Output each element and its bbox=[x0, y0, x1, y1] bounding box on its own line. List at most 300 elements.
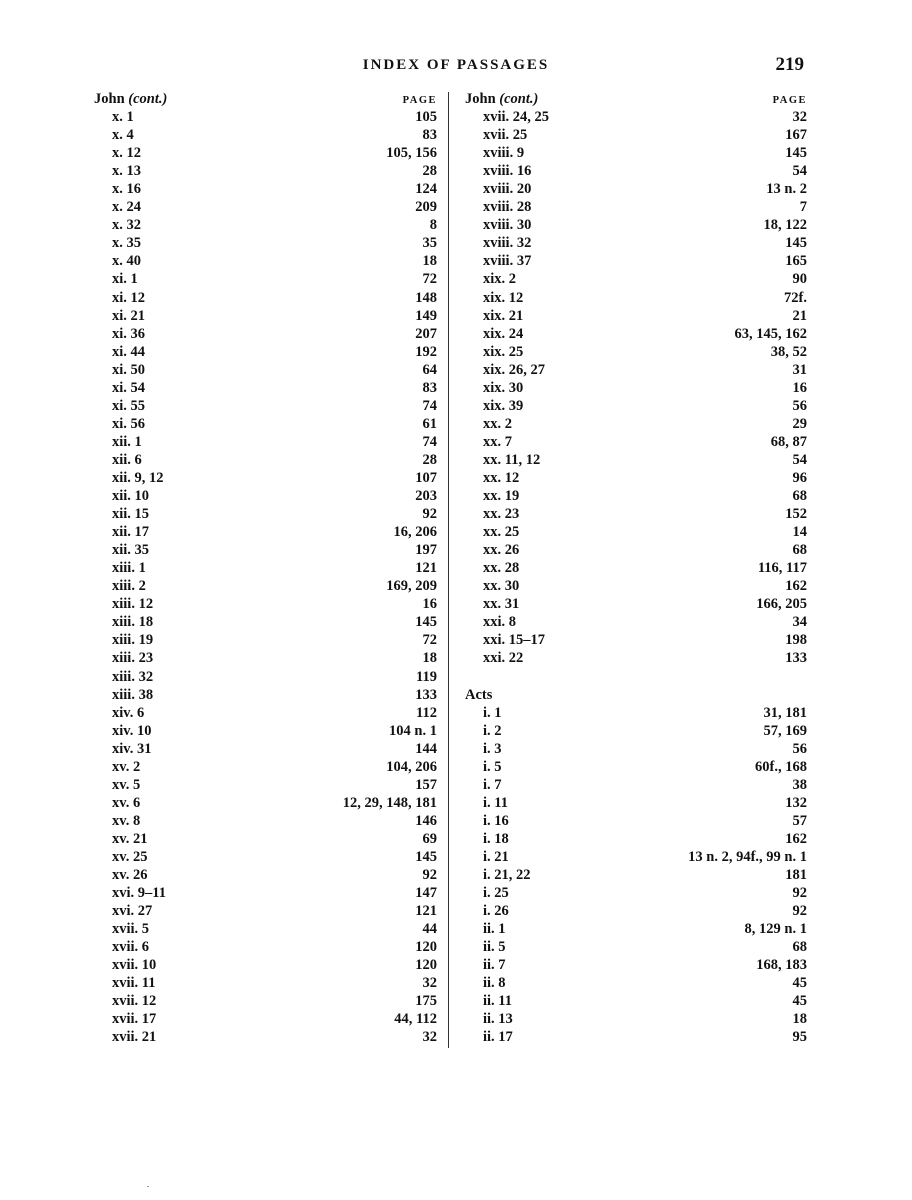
page-refs: 83 bbox=[422, 127, 437, 144]
page-refs: 92 bbox=[792, 903, 807, 920]
passage-ref: ii. 11 bbox=[483, 993, 513, 1010]
page-refs: 68 bbox=[792, 939, 807, 956]
page-refs: 35 bbox=[422, 235, 437, 252]
page-refs: 69 bbox=[422, 830, 437, 847]
passage-ref: xix. 12 bbox=[483, 289, 524, 306]
passage-ref: xxi. 8 bbox=[483, 614, 517, 631]
passage-ref: xix. 24 bbox=[483, 325, 524, 342]
page-refs: 104, 206 bbox=[386, 758, 437, 775]
page-refs: 18 bbox=[792, 1011, 807, 1028]
index-entry bbox=[94, 920, 437, 938]
index-column-right bbox=[465, 90, 807, 1046]
page-refs: 162 bbox=[785, 578, 807, 595]
passage-ref: x. 32 bbox=[112, 217, 141, 234]
passage-ref: xx. 23 bbox=[483, 506, 520, 523]
page-refs: 38, 52 bbox=[770, 343, 807, 360]
index-entry bbox=[94, 451, 437, 469]
page-refs: 57, 169 bbox=[763, 722, 807, 739]
page-refs: 192 bbox=[415, 343, 437, 360]
index-column-left bbox=[94, 90, 437, 1046]
passage-ref: xii. 9, 12 bbox=[112, 469, 164, 486]
passage-ref: xv. 8 bbox=[112, 812, 141, 829]
passage-ref: xv. 21 bbox=[112, 830, 148, 847]
index-entry bbox=[465, 1010, 807, 1028]
index-entry bbox=[465, 649, 807, 667]
page-refs: 45 bbox=[792, 993, 807, 1010]
index-entry bbox=[465, 884, 807, 902]
column-heading bbox=[94, 90, 437, 108]
passage-ref: xx. 28 bbox=[483, 560, 520, 577]
index-entry bbox=[94, 1028, 437, 1046]
passage-ref: i. 21 bbox=[483, 848, 509, 865]
passage-ref: xi. 55 bbox=[112, 397, 146, 414]
index-entry bbox=[465, 198, 807, 216]
passage-ref: xix. 2 bbox=[483, 271, 517, 288]
page-refs: 112 bbox=[416, 704, 437, 721]
index-entry bbox=[465, 794, 807, 812]
passage-ref: ii. 1 bbox=[483, 921, 506, 938]
index-entry bbox=[465, 740, 807, 758]
passage-ref: i. 16 bbox=[483, 812, 509, 829]
passage-ref: xix. 30 bbox=[483, 379, 524, 396]
page-refs: 169, 209 bbox=[386, 578, 437, 595]
index-entry bbox=[94, 992, 437, 1010]
page-refs: 28 bbox=[422, 163, 437, 180]
page-refs: 133 bbox=[785, 650, 807, 667]
page-refs: 16 bbox=[792, 379, 807, 396]
page-refs: 147 bbox=[415, 885, 437, 902]
book-name: John bbox=[465, 91, 496, 107]
index-entry bbox=[465, 505, 807, 523]
page-refs: 148 bbox=[415, 289, 437, 306]
index-entry bbox=[94, 631, 437, 649]
page-refs: 145 bbox=[785, 145, 807, 162]
passage-ref: xi. 56 bbox=[112, 415, 146, 432]
page-refs: 166, 205 bbox=[756, 596, 807, 613]
page-refs: 120 bbox=[415, 957, 437, 974]
index-entry bbox=[94, 559, 437, 577]
index-entry bbox=[465, 433, 807, 451]
page-refs: 92 bbox=[792, 885, 807, 902]
page-refs: 198 bbox=[785, 632, 807, 649]
passage-ref: xvii. 6 bbox=[112, 939, 150, 956]
passage-ref: ii. 5 bbox=[483, 939, 506, 956]
index-entry bbox=[94, 433, 437, 451]
passage-ref: xx. 19 bbox=[483, 488, 520, 505]
passage-ref: xiv. 6 bbox=[112, 704, 145, 721]
index-entry bbox=[465, 126, 807, 144]
index-entry bbox=[465, 343, 807, 361]
index-entry bbox=[94, 668, 437, 686]
passage-ref: xvi. 27 bbox=[112, 903, 153, 920]
index-entry bbox=[465, 1028, 807, 1046]
page-refs: 14 bbox=[792, 524, 807, 541]
passage-ref: xviii. 30 bbox=[483, 217, 532, 234]
passage-ref: xix. 25 bbox=[483, 343, 524, 360]
passage-ref: ii. 7 bbox=[483, 957, 506, 974]
index-entry bbox=[465, 379, 807, 397]
index-entry bbox=[94, 325, 437, 343]
passage-ref: xx. 30 bbox=[483, 578, 520, 595]
page-refs: 181 bbox=[785, 867, 807, 884]
page-refs: 68, 87 bbox=[770, 433, 807, 450]
index-entry bbox=[94, 884, 437, 902]
page-refs: 21 bbox=[792, 307, 807, 324]
index-entry bbox=[465, 523, 807, 541]
section-heading bbox=[465, 686, 807, 704]
page-refs: 209 bbox=[415, 199, 437, 216]
page-refs: 44, 112 bbox=[394, 1011, 437, 1028]
index-entry bbox=[94, 613, 437, 631]
page-refs: 64 bbox=[422, 361, 437, 378]
index-entry bbox=[94, 1010, 437, 1028]
section-spacer bbox=[465, 668, 807, 686]
entry-list bbox=[465, 108, 807, 667]
passage-ref: i. 26 bbox=[483, 903, 509, 920]
page-refs: 72f. bbox=[784, 289, 807, 306]
page-refs: 105, 156 bbox=[386, 145, 437, 162]
passage-ref: i. 25 bbox=[483, 885, 509, 902]
index-entry bbox=[465, 559, 807, 577]
index-entry bbox=[465, 613, 807, 631]
passage-ref: xvii. 25 bbox=[483, 127, 528, 144]
passage-ref: x. 13 bbox=[112, 163, 141, 180]
passage-ref: xiii. 1 bbox=[112, 560, 146, 577]
index-entry bbox=[465, 162, 807, 180]
index-entry bbox=[465, 992, 807, 1010]
page-number: 219 bbox=[775, 54, 804, 75]
passage-ref: xv. 2 bbox=[112, 758, 141, 775]
passage-ref: i. 3 bbox=[483, 740, 502, 757]
page-refs: 165 bbox=[785, 253, 807, 270]
passage-ref: xii. 10 bbox=[112, 488, 150, 505]
book-heading bbox=[94, 90, 167, 108]
passage-ref: i. 7 bbox=[483, 776, 502, 793]
index-entry bbox=[94, 108, 437, 126]
page-refs: 68 bbox=[792, 488, 807, 505]
index-entry bbox=[465, 180, 807, 198]
book-name: John bbox=[94, 91, 125, 107]
page-refs: 145 bbox=[415, 614, 437, 631]
index-entry bbox=[465, 289, 807, 307]
index-entry bbox=[94, 758, 437, 776]
index-entry bbox=[94, 307, 437, 325]
page-refs: 203 bbox=[415, 488, 437, 505]
index-entry bbox=[465, 361, 807, 379]
page-refs: 92 bbox=[422, 506, 437, 523]
passage-ref: x. 16 bbox=[112, 181, 141, 198]
index-entry bbox=[94, 722, 437, 740]
index-entry bbox=[465, 956, 807, 974]
passage-ref: xvii. 12 bbox=[112, 993, 157, 1010]
page-refs: 104 n. 1 bbox=[389, 722, 437, 739]
passage-ref: xviii. 16 bbox=[483, 163, 532, 180]
index-entry bbox=[465, 307, 807, 325]
passage-ref: xx. 2 bbox=[483, 415, 512, 432]
page-refs: 83 bbox=[422, 379, 437, 396]
index-entry bbox=[465, 812, 807, 830]
index-entry bbox=[465, 938, 807, 956]
entry-list bbox=[465, 704, 807, 1047]
index-entry bbox=[94, 270, 437, 288]
passage-ref: xv. 26 bbox=[112, 867, 148, 884]
index-entry bbox=[94, 415, 437, 433]
page-refs: 32 bbox=[422, 975, 437, 992]
entry-list bbox=[94, 108, 437, 1046]
index-entry bbox=[465, 144, 807, 162]
index-entry bbox=[465, 270, 807, 288]
passage-ref: xx. 7 bbox=[483, 433, 512, 450]
page-refs: 133 bbox=[415, 686, 437, 703]
continued-label: (cont.) bbox=[128, 91, 168, 107]
continued-label: (cont.) bbox=[499, 91, 539, 107]
passage-ref: xv. 6 bbox=[112, 794, 141, 811]
page-refs: 57 bbox=[792, 812, 807, 829]
index-entry bbox=[94, 289, 437, 307]
page-refs: 162 bbox=[785, 830, 807, 847]
page-refs: 149 bbox=[415, 307, 437, 324]
passage-ref: xiii. 32 bbox=[112, 668, 154, 685]
index-entry bbox=[465, 866, 807, 884]
index-entry bbox=[94, 198, 437, 216]
index-entry bbox=[94, 505, 437, 523]
index-entry bbox=[465, 722, 807, 740]
index-entry bbox=[94, 487, 437, 505]
index-entry bbox=[465, 325, 807, 343]
index-entry bbox=[94, 938, 437, 956]
page-title: INDEX OF PASSAGES bbox=[362, 57, 550, 73]
page-refs: 145 bbox=[785, 235, 807, 252]
passage-ref: i. 1 bbox=[483, 704, 502, 721]
page-refs: 175 bbox=[415, 993, 437, 1010]
page-refs: 116, 117 bbox=[757, 560, 807, 577]
page-refs: 8, 129 n. 1 bbox=[744, 921, 807, 938]
passage-ref: xv. 25 bbox=[112, 848, 148, 865]
index-entry bbox=[465, 108, 807, 126]
page-refs: 119 bbox=[416, 668, 437, 685]
passage-ref: x. 4 bbox=[112, 127, 134, 144]
page-refs: 92 bbox=[422, 867, 437, 884]
passage-ref: xii. 17 bbox=[112, 524, 150, 541]
page-refs: 56 bbox=[792, 740, 807, 757]
page-refs: 146 bbox=[415, 812, 437, 829]
page-refs: 32 bbox=[792, 109, 807, 126]
passage-ref: xviii. 37 bbox=[483, 253, 532, 270]
page-refs: 28 bbox=[422, 451, 437, 468]
page-refs: 60f., 168 bbox=[755, 758, 807, 775]
page-refs: 74 bbox=[422, 397, 437, 414]
passage-ref: xvii. 17 bbox=[112, 1011, 157, 1028]
index-entry bbox=[94, 379, 437, 397]
passage-ref: xxi. 15–17 bbox=[483, 632, 546, 649]
index-entry bbox=[465, 469, 807, 487]
page-refs: 152 bbox=[785, 506, 807, 523]
page-refs: 38 bbox=[792, 776, 807, 793]
index-entry bbox=[94, 577, 437, 595]
index-entry bbox=[94, 776, 437, 794]
index-entry bbox=[94, 523, 437, 541]
passage-ref: xx. 25 bbox=[483, 524, 520, 541]
passage-ref: i. 21, 22 bbox=[483, 867, 531, 884]
page-refs: 121 bbox=[415, 903, 437, 920]
page-refs: 168, 183 bbox=[756, 957, 807, 974]
column-heading bbox=[465, 90, 807, 108]
passage-ref: xi. 12 bbox=[112, 289, 146, 306]
passage-ref: x. 1 bbox=[112, 109, 134, 126]
page-refs: 124 bbox=[415, 181, 437, 198]
book-heading-acts: Acts bbox=[465, 686, 493, 703]
page-refs: 18 bbox=[422, 253, 437, 270]
index-entry bbox=[94, 126, 437, 144]
passage-ref: x. 12 bbox=[112, 145, 141, 162]
passage-ref: xv. 5 bbox=[112, 776, 141, 793]
passage-ref: xix. 21 bbox=[483, 307, 524, 324]
page-refs: 34 bbox=[792, 614, 807, 631]
page-refs: 54 bbox=[792, 451, 807, 468]
index-entry bbox=[94, 848, 437, 866]
page-refs: 157 bbox=[415, 776, 437, 793]
passage-ref: xii. 35 bbox=[112, 542, 150, 559]
index-entry bbox=[465, 216, 807, 234]
page-refs: 68 bbox=[792, 542, 807, 559]
column-divider bbox=[448, 92, 449, 1048]
passage-ref: xvi. 9–11 bbox=[112, 885, 166, 902]
page-refs: 13 n. 2 bbox=[766, 181, 807, 198]
passage-ref: i. 11 bbox=[483, 794, 508, 811]
passage-ref: xxi. 22 bbox=[483, 650, 524, 667]
index-entry bbox=[465, 704, 807, 722]
passage-ref: xvii. 11 bbox=[112, 975, 156, 992]
index-entry bbox=[465, 776, 807, 794]
passage-ref: xvii. 24, 25 bbox=[483, 109, 550, 126]
passage-ref: xiv. 31 bbox=[112, 740, 152, 757]
passage-ref: xi. 50 bbox=[112, 361, 146, 378]
page-refs: 167 bbox=[785, 127, 807, 144]
passage-ref: xi. 36 bbox=[112, 325, 146, 342]
passage-ref: ii. 13 bbox=[483, 1011, 513, 1028]
index-entry bbox=[94, 343, 437, 361]
page-refs: 32 bbox=[422, 1029, 437, 1046]
index-entry bbox=[94, 397, 437, 415]
page-refs: 72 bbox=[422, 271, 437, 288]
passage-ref: xii. 15 bbox=[112, 506, 150, 523]
index-entry bbox=[465, 541, 807, 559]
index-entry bbox=[94, 704, 437, 722]
index-entry bbox=[94, 812, 437, 830]
passage-ref: x. 35 bbox=[112, 235, 141, 252]
page-refs: 105 bbox=[415, 109, 437, 126]
index-entry bbox=[465, 415, 807, 433]
index-entry bbox=[94, 234, 437, 252]
page-refs: 44 bbox=[422, 921, 437, 938]
index-entry bbox=[94, 740, 437, 758]
passage-ref: xvii. 10 bbox=[112, 957, 157, 974]
passage-ref: xvii. 21 bbox=[112, 1029, 157, 1046]
index-entry bbox=[94, 180, 437, 198]
passage-ref: xiii. 12 bbox=[112, 596, 154, 613]
page-refs: 132 bbox=[785, 794, 807, 811]
page-refs: 31, 181 bbox=[763, 704, 807, 721]
index-entry bbox=[94, 216, 437, 234]
scan-speck bbox=[147, 1186, 149, 1187]
index-entry bbox=[465, 397, 807, 415]
index-entry bbox=[465, 252, 807, 270]
passage-ref: i. 18 bbox=[483, 830, 509, 847]
passage-ref: xx. 31 bbox=[483, 596, 520, 613]
index-entry bbox=[465, 848, 807, 866]
page-refs: 29 bbox=[792, 415, 807, 432]
page-column-label: PAGE bbox=[772, 95, 807, 106]
page-refs: 207 bbox=[415, 325, 437, 342]
page-refs: 61 bbox=[422, 415, 437, 432]
index-entry bbox=[465, 631, 807, 649]
passage-ref: xi. 54 bbox=[112, 379, 146, 396]
index-entry bbox=[94, 866, 437, 884]
passage-ref: xi. 21 bbox=[112, 307, 146, 324]
index-entry bbox=[465, 920, 807, 938]
passage-ref: xi. 44 bbox=[112, 343, 146, 360]
index-entry bbox=[465, 974, 807, 992]
index-entry bbox=[94, 686, 437, 704]
passage-ref: xviii. 9 bbox=[483, 145, 525, 162]
passage-ref: i. 2 bbox=[483, 722, 502, 739]
passage-ref: ii. 8 bbox=[483, 975, 506, 992]
page-refs: 121 bbox=[415, 560, 437, 577]
index-entry bbox=[94, 595, 437, 613]
page-refs: 90 bbox=[792, 271, 807, 288]
passage-ref: xviii. 20 bbox=[483, 181, 532, 198]
passage-ref: xix. 26, 27 bbox=[483, 361, 546, 378]
page-refs: 16 bbox=[422, 596, 437, 613]
passage-ref: ii. 17 bbox=[483, 1029, 513, 1046]
page-refs: 72 bbox=[422, 632, 437, 649]
passage-ref: xiii. 38 bbox=[112, 686, 154, 703]
index-entry bbox=[94, 469, 437, 487]
passage-ref: xii. 1 bbox=[112, 433, 142, 450]
page-refs: 74 bbox=[422, 433, 437, 450]
index-entry bbox=[465, 830, 807, 848]
index-entry bbox=[94, 974, 437, 992]
index-entry bbox=[94, 252, 437, 270]
passage-ref: xx. 26 bbox=[483, 542, 520, 559]
page-refs: 18 bbox=[422, 650, 437, 667]
index-entry bbox=[465, 234, 807, 252]
page-refs: 144 bbox=[415, 740, 437, 757]
index-entry bbox=[465, 758, 807, 776]
index-entry bbox=[94, 902, 437, 920]
passage-ref: x. 40 bbox=[112, 253, 141, 270]
index-entry bbox=[465, 451, 807, 469]
page-refs: 107 bbox=[415, 469, 437, 486]
page-refs: 31 bbox=[792, 361, 807, 378]
page-refs: 8 bbox=[429, 217, 437, 234]
page-refs: 95 bbox=[792, 1029, 807, 1046]
index-entry bbox=[94, 361, 437, 379]
page-refs: 56 bbox=[792, 397, 807, 414]
page-refs: 13 n. 2, 94f., 99 n. 1 bbox=[688, 848, 807, 865]
passage-ref: xi. 1 bbox=[112, 271, 138, 288]
passage-ref: xiii. 2 bbox=[112, 578, 146, 595]
index-entry bbox=[94, 794, 437, 812]
index-entry bbox=[465, 487, 807, 505]
index-entry bbox=[94, 144, 437, 162]
passage-ref: xviii. 32 bbox=[483, 235, 532, 252]
page-refs: 145 bbox=[415, 848, 437, 865]
page-refs: 18, 122 bbox=[763, 217, 807, 234]
page-refs: 63, 145, 162 bbox=[734, 325, 807, 342]
book-heading bbox=[465, 90, 538, 108]
passage-ref: i. 5 bbox=[483, 758, 502, 775]
